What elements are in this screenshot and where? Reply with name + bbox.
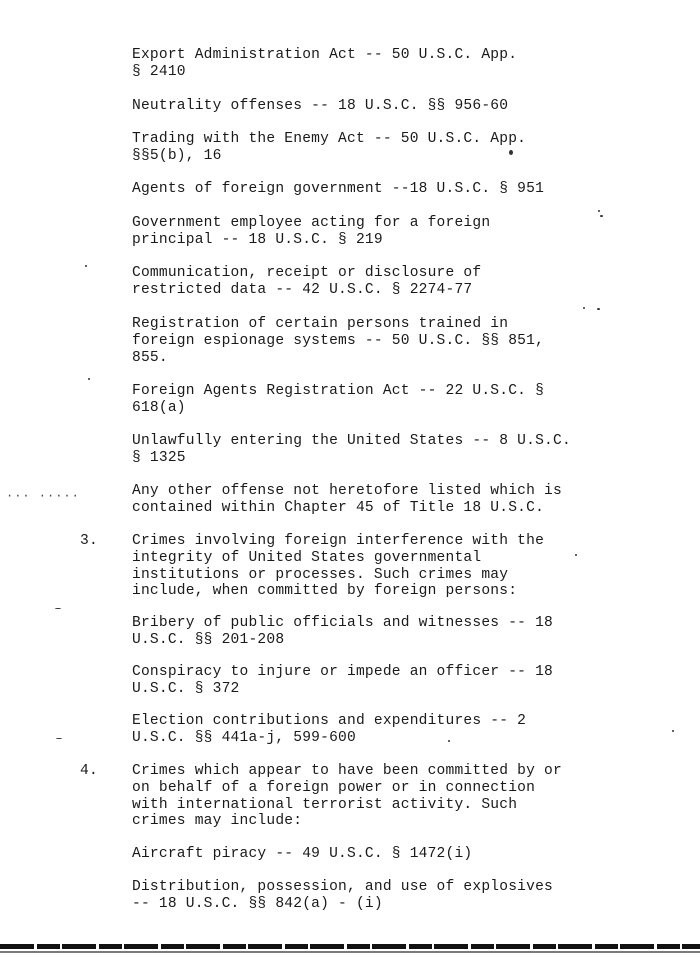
- agents-of-foreign-government-entry: Agents of foreign government --18 U.S.C. § 951: [132, 181, 545, 197]
- explosives-entry: Distribution, possession, and use of explosives -- 18 U.S.C. §§ 842(a) - (i): [132, 879, 554, 912]
- export-administration-act-entry: Export Administration Act -- 50 U.S.C. App. § 2410: [132, 47, 518, 80]
- aircraft-piracy-entry: Aircraft piracy -- 49 U.S.C. § 1472(i): [132, 846, 473, 862]
- bottom-rule: [0, 944, 700, 949]
- foreign-agents-registration-entry: Foreign Agents Registration Act -- 22 U.S.C. § 618(a): [132, 383, 545, 416]
- espionage-registration-entry: Registration of certain persons trained in foreign espionage systems -- 50 U.S.C. §§ 851, 855.: [132, 316, 545, 366]
- unlawful-entry-entry: Unlawfully entering the United States -- 8 U.S.C. § 1325: [132, 433, 571, 466]
- section-3-text: Crimes involving foreign interference with the integrity of United States governmental institutions or processes. Such crimes may include, when committed by foreign persons:: [132, 533, 545, 600]
- margin-dash-marks: ··· ·····: [6, 489, 80, 503]
- other-offense-entry: Any other offense not heretofore listed which is contained within Chapter 45 of Title 18 U.S.C.: [132, 483, 562, 516]
- section-3-number: 3.: [80, 533, 98, 549]
- government-employee-entry: Government employee acting for a foreign principal -- 18 U.S.C. § 219: [132, 215, 491, 248]
- conspiracy-entry: Conspiracy to injure or impede an officer -- 18 U.S.C. § 372: [132, 664, 554, 697]
- bottom-rule-shadow: [0, 951, 700, 953]
- election-contributions-entry: Election contributions and expenditures -- 2 U.S.C. §§ 441a-j, 599-600: [132, 713, 527, 746]
- section-4-text: Crimes which appear to have been committed by or on behalf of a foreign power or in connection with international terrorist activity. Such crimes may include:: [132, 763, 562, 830]
- bribery-entry: Bribery of public officials and witnesses -- 18 U.S.C. §§ 201-208: [132, 615, 554, 648]
- section-4-number: 4.: [80, 763, 98, 779]
- neutrality-offenses-entry: Neutrality offenses -- 18 U.S.C. §§ 956-60: [132, 98, 509, 114]
- restricted-data-entry: Communication, receipt or disclosure of restricted data -- 42 U.S.C. § 2274-77: [132, 265, 482, 298]
- trading-with-enemy-act-entry: Trading with the Enemy Act -- 50 U.S.C. App. §§5(b), 16: [132, 131, 527, 164]
